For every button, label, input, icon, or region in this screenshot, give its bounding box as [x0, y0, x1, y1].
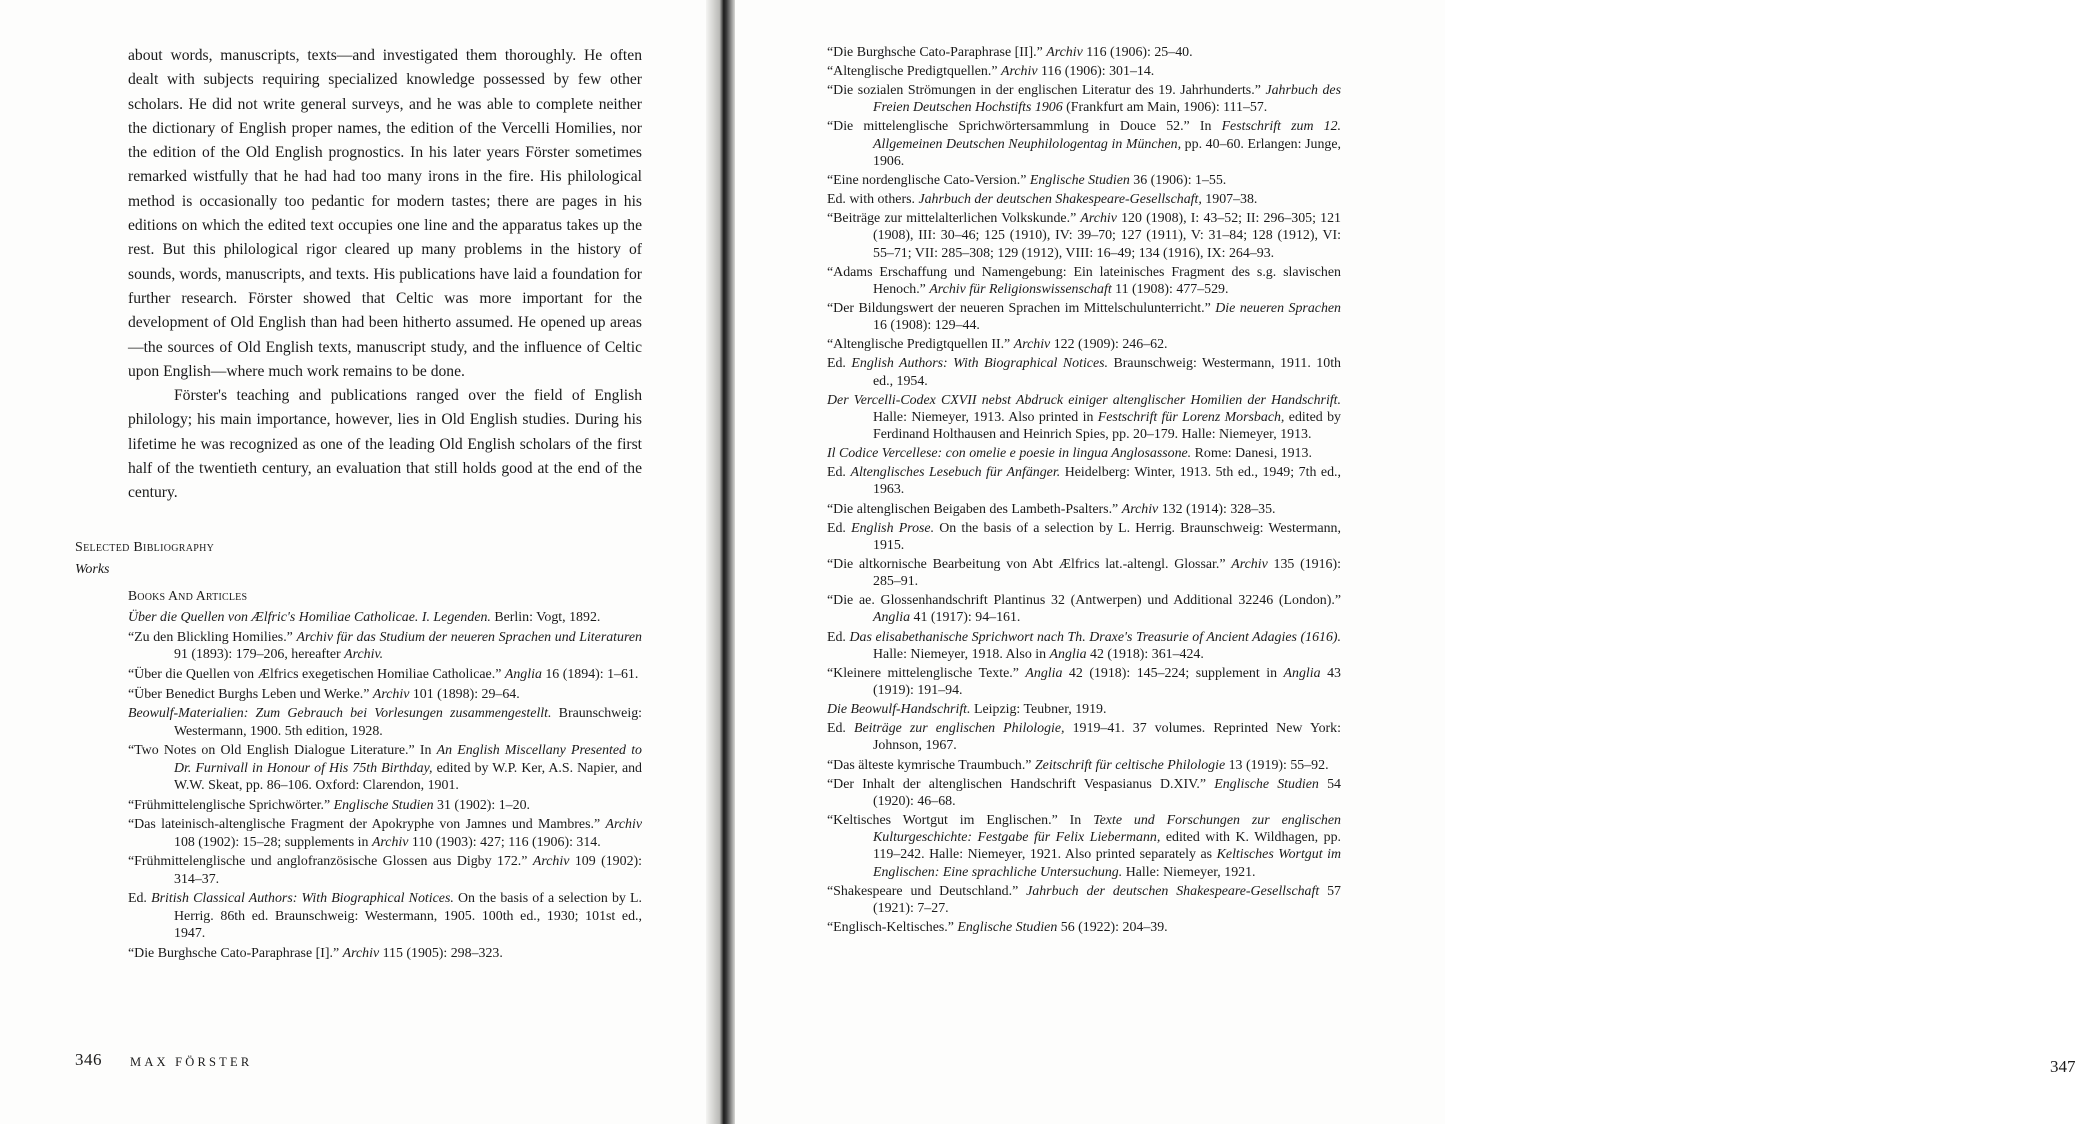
- subsection-heading: Works: [75, 562, 110, 577]
- bibliography-entry: “Kleinere mittelenglische Texte.” Anglia 42 (1918): 145–224; supplement in Anglia 43 (1919): 191–94.: [827, 665, 1341, 699]
- bibliography-entry: Ed. Altenglisches Lesebuch für Anfänger. Heidelberg: Winter, 1913. 5th ed., 1949; 7th ed., 1963.: [827, 465, 1341, 498]
- bibliography-entry: Über die Quellen von Ælfric's Homiliae Catholicae. I. Legenden. Berlin: Vogt, 1892.: [128, 610, 601, 625]
- bibliography-list-right: [827, 44, 1341, 938]
- bibliography-entry: Der Vercelli-Codex CXVII nebst Abdruck einiger altenglischer Homilien der Handschrift. Halle: Niemeyer, 1913. Also printed in Festschrift für Lorenz Morsbach, edited by Ferdinand Holthausen and Heinrich Spies, pp. 20–179. Halle: Niemeyer, 1913.: [827, 392, 1341, 443]
- bibliography-entry: Ed. British Classical Authors: With Biographical Notices. On the basis of a selection by L. Herrig. 86th ed. Braunschweig: Westermann, 1905. 100th ed., 1930; 101st ed., 1947.: [128, 891, 642, 941]
- bibliography-entry: “Der Bildungswert der neueren Sprachen im Mittelschulunterricht.” Die neueren Sprachen 16 (1908): 129–44.: [827, 300, 1341, 334]
- bibliography-entry: “Das lateinisch-altenglische Fragment der Apokryphe von Jamnes und Mambres.” Archiv 108 (1902): 15–28; supplements in Archiv 110 (1903): 427; 116 (1906): 314.: [128, 817, 642, 850]
- running-head: MAX FÖRSTER: [130, 1055, 253, 1069]
- bibliography-entry: “Die sozialen Strömungen in der englischen Literatur des 19. Jahrhunderts.” Jahrbuch des Freien Deutschen Hochstifts 1906 (Frankfurt am Main, 1906): 111–57.: [827, 83, 1341, 116]
- bibliography-entry: “Two Notes on Old English Dialogue Literature.” In An English Miscellany Presented to Dr. Furnivall in Honour of His 75th Birthday, edited by W.P. Ker, A.S. Napier, and W.W. Skeat, pp. 86–106. Oxford: Clarendon, 1901.: [128, 743, 642, 793]
- bibliography-entry: “Der Inhalt der altenglischen Handschrift Vespasianus D.XIV.” Englische Studien 54 (1920): 46–68.: [827, 776, 1342, 809]
- bibliography-entry: “Eine nordenglische Cato-Version.” Englische Studien 36 (1906): 1–55.: [827, 172, 1227, 188]
- bibliography-entry: “Die ae. Glossenhandschrift Plantinus 32 (Antwerpen) und Additional 32246 (London).” Anglia 41 (1917): 94–161.: [827, 593, 1341, 626]
- bibliography-entry: Ed. Das elisabethanische Sprichwort nach Th. Draxe's Treasurie of Ancient Adagies (1616). Halle: Niemeyer, 1918. Also in Anglia 42 (1918): 361–424.: [827, 629, 1341, 662]
- bibliography-entry: “Die Burghsche Cato-Paraphrase [II].” Archiv 116 (1906): 25–40.: [827, 45, 1193, 60]
- page-number-right: 347: [2050, 1057, 2076, 1076]
- bibliography-entry: Il Codice Vercellese: con omelie e poesie in lingua Anglosassone. Rome: Danesi, 1913.: [827, 446, 1312, 462]
- bibliography-entry: Beowulf-Materialien: Zum Gebrauch bei Vorlesungen zusammengestellt. Braunschweig: Westermann, 1900. 5th edition, 1928.: [128, 706, 642, 739]
- bibliography-entry: “Zu den Blickling Homilies.” Archiv für das Studium der neueren Sprachen und Literaturen 91 (1893): 179–206, hereafter Archiv.: [128, 629, 642, 662]
- bibliography-entry: “Beiträge zur mittelalterlichen Volkskunde.” Archiv 120 (1908), I: 43–52; II: 296–305; 121 (1908), III: 30–46; 125 (1910), IV: 39–70; 127 (1911), V: 31–84; 128 (1912), VI: 55–71; VII: 285–308; 129 (1912), VIII: 16–49; 134 (1916), IX: 264–93.: [827, 211, 1341, 261]
- bibliography-entry: “Frühmittelenglische Sprichwörter.” Englische Studien 31 (1902): 1–20.: [128, 797, 530, 813]
- paragraph: Förster's teaching and publications ranged over the field of English philology; his main importance, however, lies in Old English studies. During his lifetime he was recognized as one of the leading Old English scholars of the first half of the twentieth century, an evaluation that still holds good at the end of the century.: [128, 387, 642, 502]
- bibliography-entry: “Über Benedict Burghs Leben und Werke.” Archiv 101 (1898): 29–64.: [128, 686, 520, 702]
- bibliography-entry: “Keltisches Wortgut im Englischen.” In Texte und Forschungen zur englischen Kulturgeschichte: Festgabe für Felix Liebermann, edited with K. Wildhagen, pp. 119–242. Halle: Niemeyer, 1921. Also printed separately as Keltisches Wortgut im Englischen: Eine sprachliche Untersuchung. Halle: Niemeyer, 1921.: [827, 812, 1342, 880]
- bibliography-entry: “Englisch-Keltisches.” Englische Studien 56 (1922): 204–39.: [827, 919, 1168, 935]
- bibliography-entry: Die Beowulf-Handschrift. Leipzig: Teubner, 1919.: [827, 702, 1107, 718]
- paragraph: about words, manuscripts, texts—and investigated them thoroughly. He often dealt with subjects requiring specialized knowledge possessed by few other scholars. He did not write general surveys, and he was able to complete neither the dictionary of English proper names, the edition of the Vercelli Homilies, nor the edition of the Old English prognostics. In his later years Förster sometimes remarked wistfully that he had had too many irons in the fire. His philological method is occasionally too pedantic for modern tastes; there are pages in his editions on which the edited text occupies one line and the apparatus takes up the rest. But this philological rigor cleared up many problems in the history of sounds, words, manuscripts, and texts. His publications have laid a foundation for further research. Förster showed that Celtic was more important for the development of Old English than had been hitherto assumed. He opened up areas—the sources of Old English texts, manuscript study, and the influence of Celtic upon English—where much work remains to be done.: [128, 47, 642, 380]
- bibliography-entry: Ed. English Prose. On the basis of a selection by L. Herrig. Braunschweig: Westermann, 1915.: [827, 520, 1341, 553]
- bibliography-entry: “Altenglische Predigtquellen II.” Archiv 122 (1909): 246–62.: [827, 337, 1168, 353]
- category-heading: Books And Articles: [128, 588, 248, 603]
- bibliography-entry: “Die Burghsche Cato-Paraphrase [I].” Archiv 115 (1905): 298–323.: [128, 945, 503, 961]
- left-page: [0, 0, 712, 1124]
- bibliography-entry: “Frühmittelenglische und anglofranzösische Glossen aus Digby 172.” Archiv 109 (1902): 314–37.: [128, 854, 642, 887]
- bibliography-entry: “Über die Quellen von Ælfrics exegetischen Homiliae Catholicae.” Anglia 16 (1894): 1–61.: [128, 666, 639, 682]
- bibliography-entry: “Adams Erschaffung und Namengebung: Ein lateinisches Fragment des s.g. slavischen Henoch.” Archiv für Religionswissenschaft 11 (1908): 477–529.: [827, 264, 1341, 297]
- bibliography-entry: Ed. Beiträge zur englischen Philologie, 1919–41. 37 volumes. Reprinted New York: Johnson, 1967.: [827, 721, 1341, 754]
- bibliography-entry: “Shakespeare und Deutschland.” Jahrbuch der deutschen Shakespeare-Gesellschaft 57 (1921): 7–27.: [827, 883, 1341, 916]
- bibliography-entry: “Die mittelenglische Sprichwörtersammlung in Douce 52.” In Festschrift zum 12. Allgemeinen Deutschen Neuphilologentag in München, pp. 40–60. Erlangen: Junge, 1906.: [827, 119, 1341, 169]
- bibliography-entry: “Die altenglischen Beigaben des Lambeth-Psalters.” Archiv 132 (1914): 328–35.: [827, 501, 1276, 517]
- page-number-left: 346: [75, 1050, 102, 1069]
- bibliography-list-left: [128, 609, 642, 964]
- bibliography-entry: “Die altkornische Bearbeitung von Abt Ælfrics lat.-altengl. Glossar.” Archiv 135 (1916): 285–91.: [827, 556, 1341, 590]
- section-heading: Selected Bibliography: [75, 540, 215, 555]
- bibliography-entry: Ed. with others. Jahrbuch der deutschen Shakespeare-Gesellschaft, 1907–38.: [827, 192, 1258, 208]
- bibliography-entry: Ed. English Authors: With Biographical Notices. Braunschweig: Westermann, 1911. 10th ed., 1954.: [827, 356, 1341, 389]
- bibliography-entry: “Das älteste kymrische Traumbuch.” Zeitschrift für celtische Philologie 13 (1919): 55–92.: [827, 757, 1329, 773]
- bibliography-entry: “Altenglische Predigtquellen.” Archiv 116 (1906): 301–14.: [827, 64, 1155, 80]
- body-text: [128, 44, 642, 506]
